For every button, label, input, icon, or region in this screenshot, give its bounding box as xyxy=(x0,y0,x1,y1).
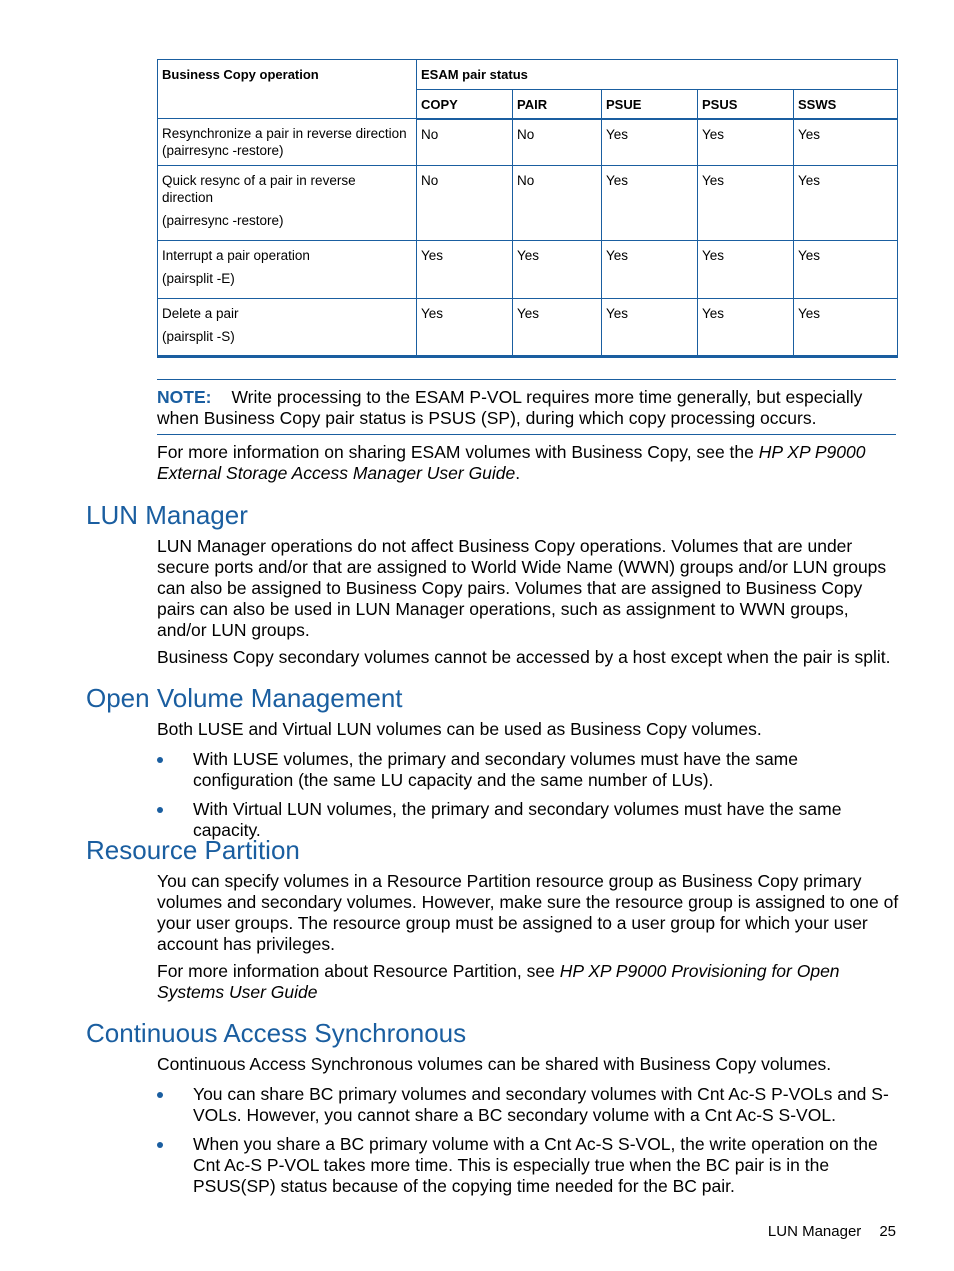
operation-command: (pairsplit -S) xyxy=(162,329,235,344)
operation-name: Resynchronize a pair in reverse direction xyxy=(162,126,407,141)
operation-command: (pairresync -restore) xyxy=(162,143,284,158)
note-label: NOTE: xyxy=(157,387,212,407)
status-cell: Yes xyxy=(417,299,513,357)
operation-cell xyxy=(158,241,417,299)
operation-column-header: Business Copy operation xyxy=(158,60,417,119)
section-heading-continuous-access: Continuous Access Synchronous xyxy=(86,1018,467,1048)
list-item-text: With LUSE volumes, the primary and secondary volumes must have the same configuration (the same LU capacity and the same number of LUs). xyxy=(193,749,798,790)
status-cell: Yes xyxy=(602,166,698,241)
lun-manager-paragraph: Business Copy secondary volumes cannot be accessed by a host except when the pair is split. xyxy=(157,647,891,667)
list-item-text: With Virtual LUN volumes, the primary and secondary volumes must have the same capacity. xyxy=(193,799,842,840)
list-item xyxy=(157,1134,899,1197)
status-cell: Yes xyxy=(698,299,794,357)
operation-cell xyxy=(158,166,417,241)
lun-manager-paragraph: LUN Manager operations do not affect Business Copy operations. Volumes that are under secure ports and/or that are assigned to World Wide Name (WWN) groups and/or LUN groups can also be assigned to Business Copy pairs. Volumes that are assigned to Business Copy pairs can also be used in LUN Manager operations, such as assignment to WWN groups, and/or LUN groups. xyxy=(157,536,887,640)
table-row xyxy=(158,299,898,357)
status-group-header: ESAM pair status xyxy=(417,60,898,90)
continuous-access-paragraph: Continuous Access Synchronous volumes can be shared with Business Copy volumes. xyxy=(157,1054,832,1074)
status-cell: Yes xyxy=(513,241,602,299)
operation-cell xyxy=(158,119,417,166)
table-row xyxy=(158,119,898,166)
list-item-text: You can share BC primary volumes and secondary volumes with Cnt Ac-S P-VOLs and S-VOLs. However, you cannot share a BC secondary volume with a Cnt Ac-S S-VOL. xyxy=(193,1084,889,1125)
status-cell: No xyxy=(513,166,602,241)
more-info-text: For more information on sharing ESAM volumes with Business Copy, see the xyxy=(157,442,759,462)
status-cell: Yes xyxy=(794,299,898,357)
section-heading-open-volume: Open Volume Management xyxy=(86,683,403,713)
note-box xyxy=(157,379,896,435)
status-cell: Yes xyxy=(602,241,698,299)
status-cell: Yes xyxy=(698,119,794,166)
resource-partition-text: For more information about Resource Partition, see xyxy=(157,961,560,981)
section-heading-resource-partition: Resource Partition xyxy=(86,835,300,865)
bullet-icon xyxy=(157,1092,163,1098)
bullet-icon xyxy=(157,807,163,813)
column-header: SSWS xyxy=(794,90,898,119)
operation-cell xyxy=(158,299,417,357)
page-footer xyxy=(768,1223,896,1241)
column-header: PAIR xyxy=(513,90,602,119)
note-text: Write processing to the ESAM P-VOL requires more time generally, but especially when Business Copy pair status is PSUS (SP), during which copy processing occurs. xyxy=(157,387,863,428)
operation-command: (pairresync -restore) xyxy=(162,213,284,228)
bullet-icon xyxy=(157,1142,163,1148)
status-cell: Yes xyxy=(698,241,794,299)
bullet-icon xyxy=(157,757,163,763)
table-row xyxy=(158,241,898,299)
status-cell: Yes xyxy=(602,119,698,166)
status-cell: No xyxy=(417,119,513,166)
column-header: PSUE xyxy=(602,90,698,119)
column-header: COPY xyxy=(417,90,513,119)
footer-section-name: LUN Manager xyxy=(767,1223,862,1240)
list-item xyxy=(157,1084,899,1126)
guide-title: HP XP P9000 Provisioning for Open Systems User Guide xyxy=(157,961,840,1002)
status-cell: No xyxy=(417,166,513,241)
open-volume-paragraph: Both LUSE and Virtual LUN volumes can be used as Business Copy volumes. xyxy=(157,719,762,739)
resource-partition-paragraph: You can specify volumes in a Resource Partition resource group as Business Copy primary volumes and secondary volumes. However, make sure the resource group is assigned to one of your user groups. The resource group must be assigned to a user group for which your user account has privileges. xyxy=(157,871,899,954)
status-cell: Yes xyxy=(698,166,794,241)
status-cell: Yes xyxy=(794,119,898,166)
section-heading-lun-manager: LUN Manager xyxy=(86,500,248,530)
list-item xyxy=(157,749,899,791)
column-header: PSUS xyxy=(698,90,794,119)
page-number: 25 xyxy=(879,1223,896,1240)
resource-partition-paragraph xyxy=(157,961,899,1003)
status-cell: Yes xyxy=(602,299,698,357)
more-info-paragraph xyxy=(157,442,899,484)
continuous-access-bullet-list xyxy=(157,1084,899,1197)
more-info-suffix: . xyxy=(515,463,521,483)
status-cell: Yes xyxy=(794,166,898,241)
esam-operations-table xyxy=(157,59,898,358)
list-item-text: When you share a BC primary volume with a Cnt Ac-S S-VOL, the write operation on the Cnt Ac-S P-VOL takes more time. This is especially true when the BC pair is in the PSUS(SP) status because of the copying time needed for the BC pair. xyxy=(193,1134,878,1196)
operation-name: Interrupt a pair operation xyxy=(162,248,310,263)
guide-title: HP XP P9000 External Storage Access Manager User Guide xyxy=(157,442,866,483)
operation-name: Quick resync of a pair in reverse direction xyxy=(162,173,356,205)
status-cell: Yes xyxy=(513,299,602,357)
operation-command: (pairsplit -E) xyxy=(162,271,235,286)
status-cell: Yes xyxy=(417,241,513,299)
table-row xyxy=(158,166,898,241)
status-cell: No xyxy=(513,119,602,166)
status-cell: Yes xyxy=(794,241,898,299)
open-volume-bullet-list xyxy=(157,749,899,841)
operation-name: Delete a pair xyxy=(162,306,239,321)
